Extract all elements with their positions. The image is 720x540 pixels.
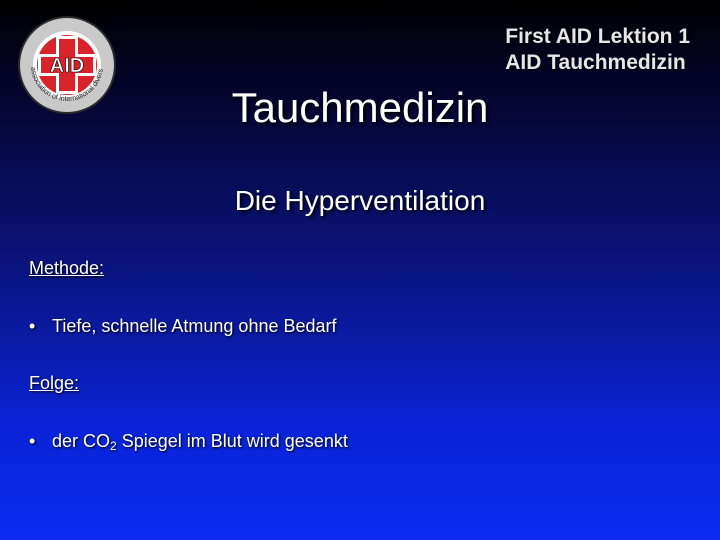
page-title: Tauchmedizin (231, 84, 489, 131)
bullet-symbol: • (29, 316, 36, 336)
bullet-text-subscript: 2 (110, 439, 117, 453)
logo-center-text: AID (49, 55, 85, 77)
section-heading-folge: Folge: (29, 373, 80, 393)
page-subtitle: Die Hyperventilation (234, 185, 486, 216)
bullet-text: Tiefe, schnelle Atmung ohne Bedarf (52, 316, 337, 336)
bullet-symbol: • (29, 431, 36, 451)
header-line-1: First AID Lektion 1 (505, 25, 690, 48)
logo-ring-text: association of international divers (29, 66, 105, 104)
bullet-item-folge (29, 431, 348, 453)
bullet-text-suffix: Spiegel im Blut wird gesenkt (116, 431, 348, 451)
header-line-2: AID Tauchmedizin (505, 51, 686, 74)
bullet-text-prefix: der CO (52, 431, 111, 451)
bullet-item-methode (29, 316, 337, 337)
section-heading-methode: Methode: (29, 258, 105, 278)
lesson-header (505, 24, 690, 76)
